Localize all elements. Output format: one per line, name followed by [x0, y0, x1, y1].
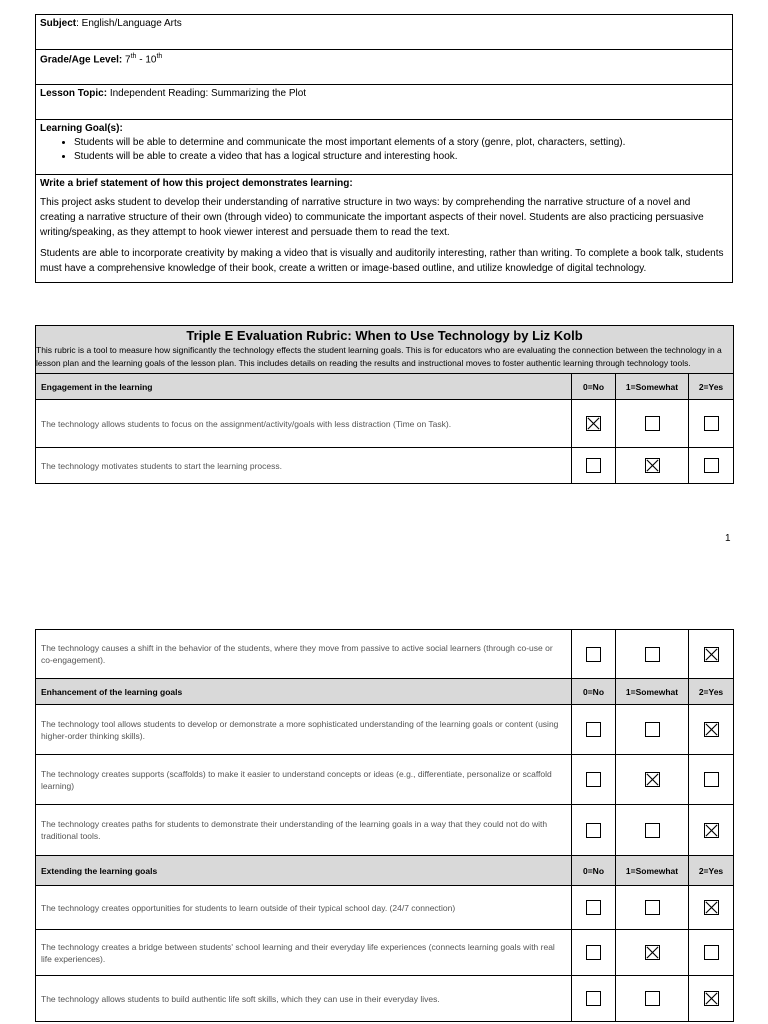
- rubric-table-page2: [35, 629, 734, 1022]
- extending-header: Extending the learning goals: [36, 856, 572, 886]
- checkbox-yes[interactable]: [704, 722, 719, 737]
- goals-label: Learning Goal(s):: [40, 123, 123, 134]
- x-mark-icon: [705, 901, 718, 914]
- checkbox-no[interactable]: [586, 722, 601, 737]
- x-mark-icon: [646, 773, 659, 786]
- enhancement-header: Enhancement of the learning goals: [36, 679, 572, 705]
- statement-paragraph: This project asks student to develop their understanding of narrative structure in two ways: by comprehending the narrative structure of a novel and creating a narrative structure of their own (through video) to communicate the important aspects of their novel. Students are also practicing persuasive writing/speaking, as they attempt to hook viewer interest and persuade them to read the text.: [40, 197, 704, 238]
- criterion-text: The technology motivates students to start the learning process.: [36, 448, 572, 484]
- checkbox-somewhat[interactable]: [645, 458, 660, 473]
- checkbox-no[interactable]: [586, 945, 601, 960]
- table-row: [36, 805, 734, 856]
- checkbox-yes[interactable]: [704, 647, 719, 662]
- checkbox-no[interactable]: [586, 647, 601, 662]
- criterion-text: The technology creates opportunities for students to learn outside of their typical school day. (24/7 connection): [36, 886, 572, 930]
- col-no: 0=No: [572, 856, 616, 886]
- table-row: [36, 705, 734, 755]
- x-mark-icon: [646, 946, 659, 959]
- checkbox-yes[interactable]: [704, 991, 719, 1006]
- statement-label: Write a brief statement of how this project demonstrates learning:: [40, 178, 353, 189]
- checkbox-somewhat[interactable]: [645, 416, 660, 431]
- col-yes: 2=Yes: [689, 679, 734, 705]
- criterion-text: The technology causes a shift in the behavior of the students, where they move from passive to active social learners (through co-use or co-engagement).: [36, 630, 572, 679]
- checkbox-yes[interactable]: [704, 945, 719, 960]
- criterion-text: The technology creates paths for students to demonstrate their understanding of the learning goals in a way that they could not do with traditional tools.: [36, 805, 572, 856]
- grade-cell: [36, 50, 733, 85]
- criterion-text: The technology tool allows students to develop or demonstrate a more sophisticated understanding of the learning goals or content (using higher-order thinking skills).: [36, 705, 572, 755]
- checkbox-yes[interactable]: [704, 458, 719, 473]
- lesson-info-table: [35, 14, 733, 283]
- checkbox-somewhat[interactable]: [645, 945, 660, 960]
- statement-cell: [36, 175, 733, 283]
- criterion-text: The technology creates a bridge between students' school learning and their everyday life experiences (connects learning goals with real life experiences).: [36, 930, 572, 976]
- checkbox-no[interactable]: [586, 823, 601, 838]
- checkbox-no[interactable]: [586, 416, 601, 431]
- checkbox-yes[interactable]: [704, 416, 719, 431]
- col-somewhat: 1=Somewhat: [616, 679, 689, 705]
- checkbox-somewhat[interactable]: [645, 772, 660, 787]
- checkbox-yes[interactable]: [704, 900, 719, 915]
- grade-sup-1: th: [130, 53, 137, 60]
- col-yes: 2=Yes: [689, 856, 734, 886]
- subject-cell: [36, 15, 733, 50]
- grade-label: Grade/Age Level:: [40, 54, 123, 66]
- x-mark-icon: [705, 723, 718, 736]
- engagement-header: Engagement in the learning: [36, 374, 572, 400]
- grade-value-start: 7: [122, 54, 131, 66]
- table-row: [36, 976, 734, 1022]
- checkbox-somewhat[interactable]: [645, 647, 660, 662]
- topic-label: Lesson Topic:: [40, 88, 108, 99]
- x-mark-icon: [705, 992, 718, 1005]
- checkbox-somewhat[interactable]: [645, 991, 660, 1006]
- checkbox-no[interactable]: [586, 900, 601, 915]
- statement-paragraph: Students are able to incorporate creativity by making a video that is visually and auditorily interesting, rather than writing. To complete a book talk, students must have a comprehensive knowledge of their book, create a written or image-based outline, and utilize knowledge of digital technology.: [40, 248, 724, 274]
- col-no: 0=No: [572, 374, 616, 400]
- col-somewhat: 1=Somewhat: [616, 374, 689, 400]
- table-row: [36, 755, 734, 805]
- criterion-text: The technology creates supports (scaffolds) to make it easier to understand concepts or ideas (e.g., differentiate, personalize or scaffold learning): [36, 755, 572, 805]
- topic-value: Independent Reading: Summarizing the Plot: [107, 88, 307, 99]
- rubric-intro: This rubric is a tool to measure how significantly the technology effects the student learning goals. This is for educators who are evaluating the connection between the technology in a lesson plan and the learning goals of the lesson plan. This includes details on reading the results and instructional moves to foster authentic learning through technology tools.: [36, 345, 722, 368]
- col-no: 0=No: [572, 679, 616, 705]
- checkbox-yes[interactable]: [704, 772, 719, 787]
- goals-list: [40, 136, 728, 164]
- rubric-table-page1: [35, 325, 734, 484]
- table-row: [36, 886, 734, 930]
- checkbox-yes[interactable]: [704, 823, 719, 838]
- checkbox-no[interactable]: [586, 991, 601, 1006]
- table-row: [36, 930, 734, 976]
- checkbox-no[interactable]: [586, 772, 601, 787]
- rubric-title-cell: [36, 326, 734, 374]
- x-mark-icon: [705, 648, 718, 661]
- rubric-title: Triple E Evaluation Rubric: When to Use Technology by Liz Kolb: [186, 328, 583, 343]
- subject-value: : English/Language Arts: [76, 18, 182, 29]
- table-row: [36, 400, 734, 448]
- checkbox-somewhat[interactable]: [645, 900, 660, 915]
- grade-value-end: - 10: [136, 54, 157, 66]
- table-row: [36, 448, 734, 484]
- criterion-text: The technology allows students to focus on the assignment/activity/goals with less distraction (Time on Task).: [36, 400, 572, 448]
- col-yes: 2=Yes: [689, 374, 734, 400]
- x-mark-icon: [646, 459, 659, 472]
- subject-label: Subject: [40, 18, 77, 29]
- grade-sup-2: th: [156, 53, 163, 60]
- topic-cell: [36, 85, 733, 120]
- col-somewhat: 1=Somewhat: [616, 856, 689, 886]
- checkbox-somewhat[interactable]: [645, 823, 660, 838]
- page-number: 1: [725, 533, 731, 544]
- checkbox-somewhat[interactable]: [645, 722, 660, 737]
- goal-item: • Students will be able to create a video that has a logical structure and interesting hook.: [74, 150, 728, 164]
- x-mark-icon: [705, 824, 718, 837]
- checkbox-no[interactable]: [586, 458, 601, 473]
- criterion-text: The technology allows students to build authentic life soft skills, which they can use in their everyday lives.: [36, 976, 572, 1022]
- goals-cell: [36, 120, 733, 175]
- x-mark-icon: [587, 417, 600, 430]
- table-row: [36, 630, 734, 679]
- goal-item: • Students will be able to determine and communicate the most important elements of a story (genre, plot, characters, setting).: [74, 136, 728, 150]
